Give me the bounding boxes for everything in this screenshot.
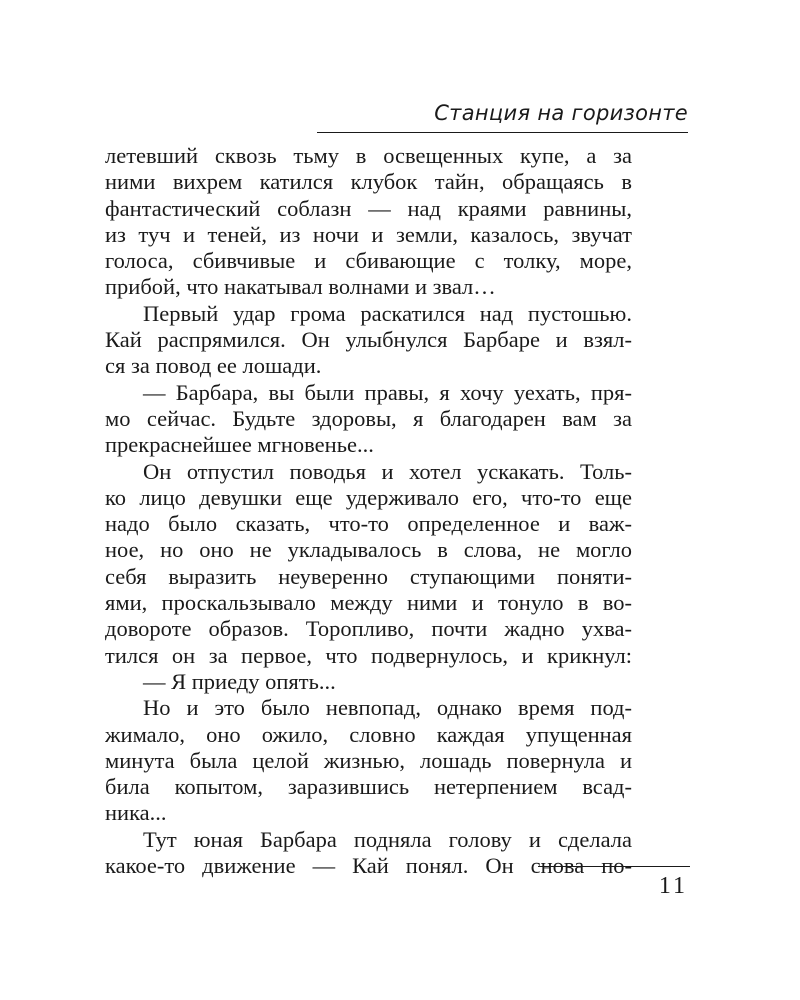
text-line: себя выразить неуверенно ступающими поняти-	[105, 563, 632, 589]
text-line: Кай распрямился. Он улыбнулся Барбаре и взял-	[105, 327, 632, 353]
text-line: какое-то движение — Кай понял. Он снова по-	[105, 853, 632, 879]
text-line: голоса, сбивчивые и сбивающие с толку, море,	[105, 248, 632, 274]
text-line: — Я приеду опять...	[143, 668, 336, 694]
text-line: фантастический соблазн — над краями равнины,	[105, 195, 632, 221]
running-head-title: Станция на горизонте	[434, 101, 688, 125]
text-line: Но и это было невпопад, однако время под-	[143, 695, 632, 721]
header-rule	[317, 132, 688, 133]
text-line: ко лицо девушки еще удерживало его, что-то еще	[105, 484, 632, 510]
text-line: довороте образов. Торопливо, почти жадно ухва-	[105, 616, 632, 642]
text-line: из туч и теней, из ночи и земли, казалось, звучат	[105, 221, 632, 247]
text-line: прибой, что накатывал волнами и звал…	[105, 274, 496, 300]
text-line: — Барбара, вы были правы, я хочу уехать, пря-	[143, 379, 632, 405]
text-line: Он отпустил поводья и хотел ускакать. Толь-	[143, 458, 632, 484]
text-line: надо было сказать, что-то определенное и важ-	[105, 511, 632, 537]
text-line: ними вихрем катился клубок тайн, обращаясь в	[105, 169, 632, 195]
page-number: 11	[658, 873, 688, 899]
text-line: Первый удар грома раскатился над пустошью.	[143, 300, 632, 326]
text-line: ное, но оно не укладывалось в слова, не могло	[105, 537, 632, 563]
text-line: била копытом, заразившись нетерпением всад-	[105, 774, 632, 800]
text-line: ся за повод ее лошади.	[105, 353, 322, 379]
text-line: Тут юная Барбара подняла голову и сделала	[143, 826, 632, 852]
text-line: мо сейчас. Будьте здоровы, я благодарен вам за	[105, 405, 632, 431]
text-line: прекраснейшее мгновенье...	[105, 432, 374, 458]
footer-rule	[538, 866, 690, 867]
text-line: тился он за первое, что подвернулось, и крикнул:	[105, 642, 632, 668]
text-line: ника...	[105, 800, 167, 826]
text-line: летевший сквозь тьму в освещенных купе, а за	[105, 143, 632, 168]
text-line: минута была целой жизнью, лошадь повернула и	[105, 747, 632, 773]
body-text	[105, 143, 632, 879]
text-line: жимало, оно ожило, словно каждая упущенная	[105, 721, 632, 747]
text-line: ями, проскальзывало между ними и тонуло в во-	[105, 590, 632, 616]
